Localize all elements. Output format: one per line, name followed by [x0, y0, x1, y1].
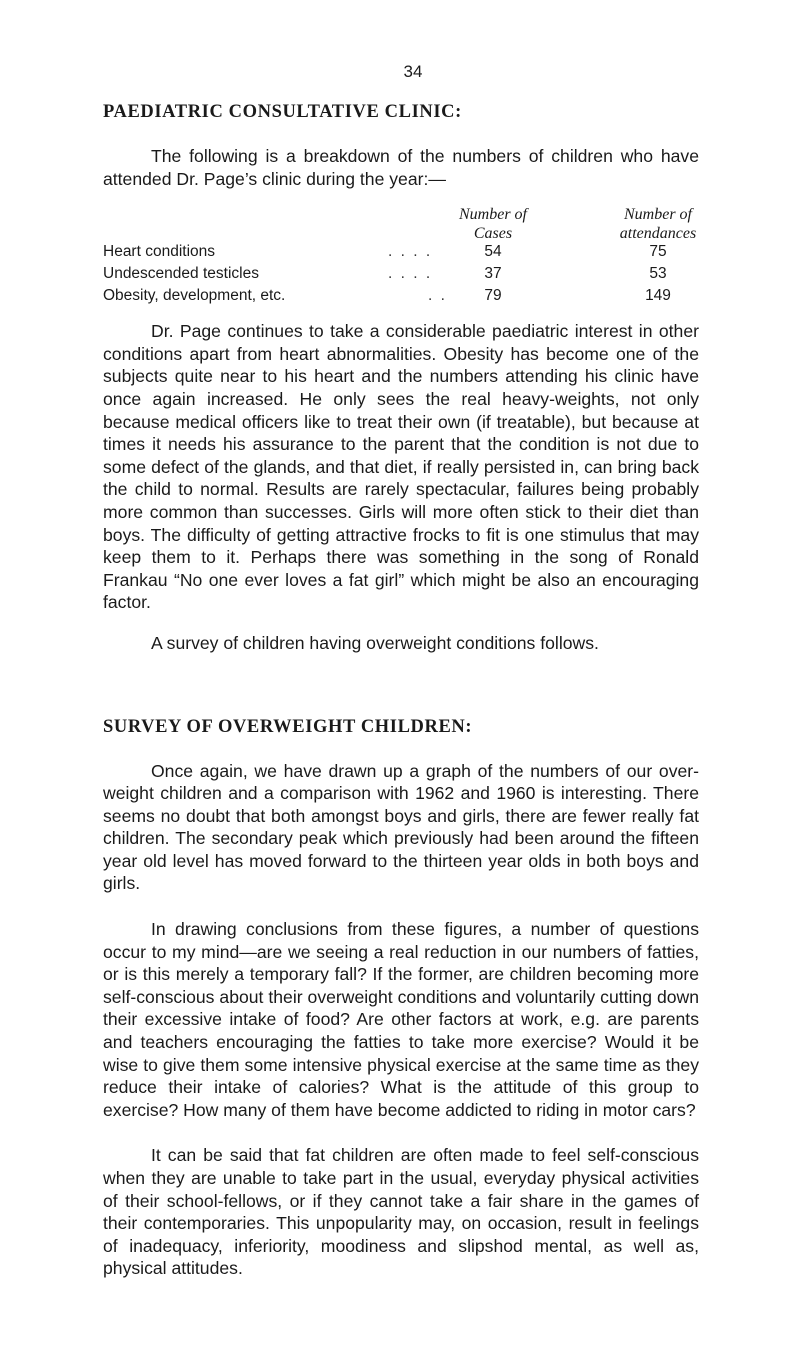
table-row [103, 287, 699, 307]
table-row [103, 243, 699, 263]
attendances-value: 53 [649, 265, 667, 283]
attendances-value: 75 [649, 243, 667, 261]
section-heading-overweight-survey: SURVEY OF OVERWEIGHT CHILDREN: [103, 716, 473, 737]
body-paragraph: A survey of children having overweight conditions follows. [151, 632, 599, 653]
document-page [103, 62, 699, 1280]
body-paragraph: In drawing conclusions from these figures, a number of questions occur to my mind—are we seeing a real reduction in our numbers of fatties, or is this merely a temporary fall? If the former, are children becoming more self-conscious about their overweight conditions and voluntarily cutting down their excessive intake of food? Are other factors at work, e.g. are parents and teachers encouraging the fatties to take more exercise? Would it be wise to give them some intensive physical exercise at the same time as they reduce their intake of calories? What is the attitude of this group to exercise? How many of them have become addicted to riding in motor cars? [103, 919, 699, 1120]
col-header-cases: Number of Cases [459, 206, 527, 243]
section-heading-paediatric-clinic: PAEDIATRIC CONSULTATIVE CLINIC: [103, 102, 462, 122]
row-label: Undescended testicles [103, 265, 259, 283]
cases-value: 37 [484, 265, 502, 283]
row-label: Heart conditions [103, 243, 216, 261]
page-number: 34 [403, 62, 423, 81]
intro-paragraph: The following is a breakdown of the numbers of children who have attended Dr. Page’s clinic during the year:— [103, 146, 699, 189]
leader-dots: . . . . [388, 265, 433, 283]
body-paragraph: It can be said that fat children are often made to feel self-conscious when they are unable to take part in the usual, everyday physical activities of their school-fellows, or if they cannot take a fair share in the games of their contemporaries. This unpopularity may, on occasion, result in feelings of inadequacy, inferiority, moodiness and slipshod mental, as well as, physical attitudes. [103, 1145, 699, 1279]
leader-dots: . . . . [388, 243, 433, 261]
cases-value: 79 [484, 287, 502, 305]
body-paragraph: Once again, we have drawn up a graph of the numbers of our over- weight children and a comparison with 1962 and 1960 is interesting. There seems no doubt that both amongst boys and girls, there are fewer really fat children. The secondary peak which previously had been around the fifteen year old level has moved forward to the thirteen year olds in both boys and girls. [103, 760, 699, 894]
attendances-value: 149 [645, 287, 671, 305]
col-header-attendances: Number of attendances [619, 206, 697, 243]
body-paragraph: Dr. Page continues to take a considerable paediatric interest in other conditions apart from heart abnormalities. Obesity has become one of the subjects quite near to his heart and the numbers attending his clinic have once again increased. He only sees the real heavy-weights, not only because medical officers like to treat their own (if treatable), but because at times it needs his assurance to the parent that the condition is not due to some defect of the glands, and that diet, if really persisted in, can bring back the child to normal. Results are rarely spectacular, failures being probably more common than successes. Girls will more often stick to their diet than boys. The difficulty of getting attractive frocks to fit is one stimulus that may keep them to it. Perhaps there was something in the song of Ronald Frankau “No one ever loves a fat girl” which might be also an encouraging factor. [103, 321, 699, 613]
clinic-table [103, 205, 699, 305]
table-row [103, 265, 699, 285]
row-label: Obesity, development, etc. [103, 287, 286, 305]
leader-dots: . . [428, 287, 447, 305]
cases-value: 54 [484, 243, 502, 261]
